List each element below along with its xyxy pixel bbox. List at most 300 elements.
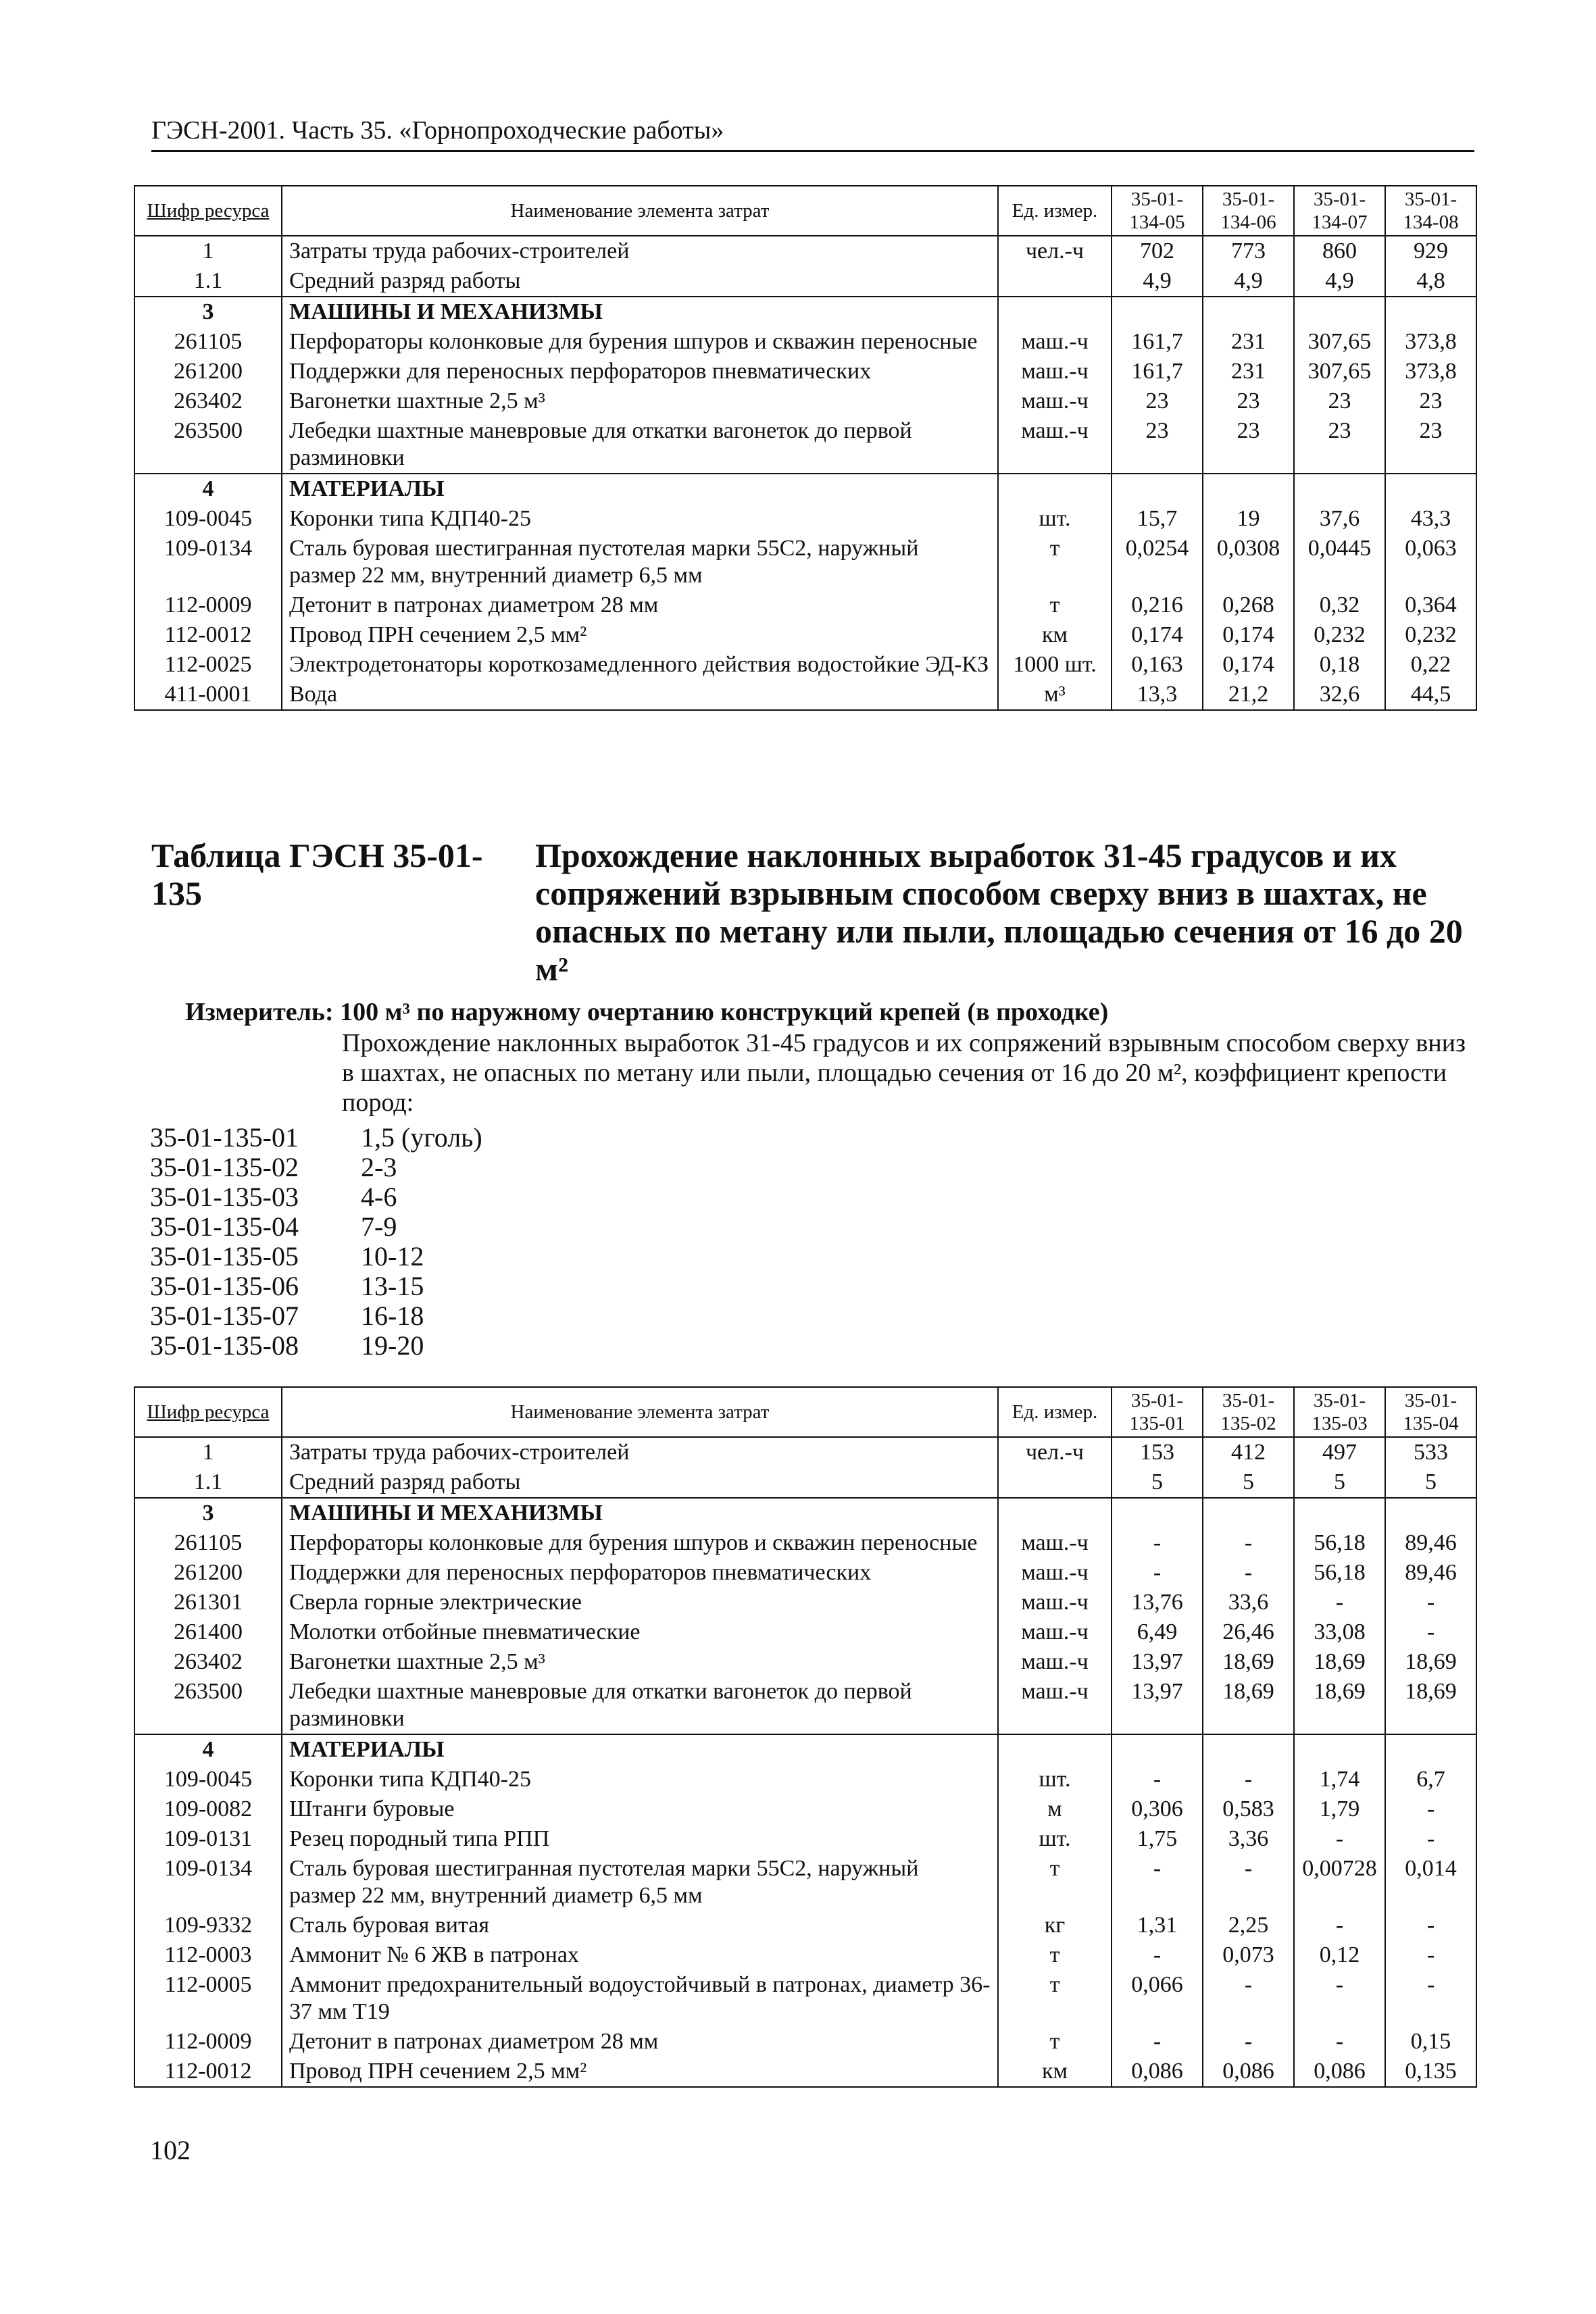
cell-norm-value: 5	[1385, 1467, 1476, 1498]
cell-unit: т	[998, 2027, 1112, 2057]
cell-norm-value: 89,46	[1385, 1558, 1476, 1588]
table-row	[134, 416, 1476, 474]
table-header-row	[134, 1387, 1476, 1437]
cell-unit: м³	[998, 680, 1112, 710]
table-row	[134, 1437, 1476, 1467]
cell-norm-value: 37,6	[1294, 504, 1385, 534]
cell-norm-value: 0,15	[1385, 2027, 1476, 2057]
cell-norm-value: 161,7	[1112, 357, 1203, 386]
cell-norm-value: 0,268	[1203, 590, 1294, 620]
column-header-code: Шифр ресурса	[134, 1387, 282, 1437]
cell-unit: шт.	[998, 1824, 1112, 1854]
cell-norm-value: 497	[1294, 1437, 1385, 1467]
cell-norm-value: 5	[1203, 1467, 1294, 1498]
cell-norm-value: -	[1203, 1854, 1294, 1911]
cell-cost-item-name: Сталь буровая шестигранная пустотелая марки 55С2, наружный размер 22 мм, внутренний диаметр 6,5 мм	[282, 534, 998, 590]
cell-norm-value: 13,97	[1112, 1677, 1203, 1734]
cell-cost-item-name: Вагонетки шахтные 2,5 м³	[282, 1647, 998, 1677]
cell-unit: т	[998, 1940, 1112, 1970]
cell-norm-value: -	[1294, 1824, 1385, 1854]
table-row	[134, 1467, 1476, 1498]
table-row	[134, 297, 1476, 327]
cell-norm-value: 1,75	[1112, 1824, 1203, 1854]
cell-norm-value: 1,74	[1294, 1765, 1385, 1794]
rock-hardness-value: 10-12	[361, 1241, 424, 1272]
cell-norm-value: 15,7	[1112, 504, 1203, 534]
table-row	[134, 534, 1476, 590]
cell-norm-value: -	[1112, 1854, 1203, 1911]
cell-resource-code: 112-0012	[134, 620, 282, 650]
cell-unit: маш.-ч	[998, 1588, 1112, 1617]
cell-cost-item-name: Затраты труда рабочих-строителей	[282, 1437, 998, 1467]
table-row	[134, 1824, 1476, 1854]
norm-code: 35-01-135-03	[150, 1182, 299, 1212]
cell-norm-value: 89,46	[1385, 1528, 1476, 1558]
cell-norm-value: 307,65	[1294, 327, 1385, 357]
cell-norm-value: 533	[1385, 1437, 1476, 1467]
cell-unit: 1000 шт.	[998, 650, 1112, 680]
cell-resource-code: 263402	[134, 1647, 282, 1677]
cell-resource-code: 1.1	[134, 266, 282, 297]
cell-norm-value	[1112, 1498, 1203, 1528]
cell-unit: т	[998, 534, 1112, 590]
cell-resource-code: 112-0005	[134, 1970, 282, 2027]
list-item	[150, 1212, 482, 1242]
cell-resource-code: 109-0082	[134, 1794, 282, 1824]
cell-unit: чел.-ч	[998, 1437, 1112, 1467]
cell-norm-value: 4,9	[1294, 266, 1385, 297]
cell-cost-item-name: Аммонит предохранительный водоустойчивый в патронах, диаметр 36-37 мм Т19	[282, 1970, 998, 2027]
rock-hardness-value: 13-15	[361, 1271, 424, 1301]
cell-norm-value: -	[1203, 1765, 1294, 1794]
table-row	[134, 1677, 1476, 1734]
cell-norm-value: -	[1294, 1970, 1385, 2027]
cell-resource-code: 263402	[134, 386, 282, 416]
cell-norm-value: 1,79	[1294, 1794, 1385, 1824]
cell-norm-value: 702	[1112, 236, 1203, 266]
cell-unit: т	[998, 1970, 1112, 2027]
cell-cost-item-name: Коронки типа КДП40-25	[282, 1765, 998, 1794]
cell-norm-value: 0,066	[1112, 1970, 1203, 2027]
cell-norm-value: 19	[1203, 504, 1294, 534]
rock-hardness-value: 7-9	[361, 1211, 397, 1242]
cell-norm-value: 0,174	[1203, 620, 1294, 650]
cell-norm-value: 0,0445	[1294, 534, 1385, 590]
cell-unit: шт.	[998, 1765, 1112, 1794]
cell-cost-item-name: Средний разряд работы	[282, 1467, 998, 1498]
cell-norm-value: 13,3	[1112, 680, 1203, 710]
cell-cost-item-name: Затраты труда рабочих-строителей	[282, 236, 998, 266]
cell-unit: т	[998, 1854, 1112, 1911]
cell-unit: маш.-ч	[998, 327, 1112, 357]
cell-norm-value: 0,12	[1294, 1940, 1385, 1970]
cell-norm-value: 23	[1112, 386, 1203, 416]
cell-resource-code: 4	[134, 474, 282, 504]
cell-cost-item-name: Сверла горные электрические	[282, 1588, 998, 1617]
list-item	[150, 1301, 482, 1331]
table-title-text: Прохождение наклонных выработок 31-45 градусов и их сопряжений взрывным способом сверху вниз в шахтах, не опасных по метану или пыли, площадью сечения от 16 до 20 м²	[535, 836, 1463, 988]
cell-norm-value: 5	[1294, 1467, 1385, 1498]
cell-cost-item-name: Вагонетки шахтные 2,5 м³	[282, 386, 998, 416]
column-header-unit: Ед. измер.	[998, 1387, 1112, 1437]
cell-norm-value: 18,69	[1385, 1677, 1476, 1734]
cell-norm-value: 0,32	[1294, 590, 1385, 620]
cell-norm-value: -	[1112, 1765, 1203, 1794]
cell-norm-value: 0,174	[1112, 620, 1203, 650]
cell-norm-value: 773	[1203, 236, 1294, 266]
cell-norm-value: -	[1385, 1940, 1476, 1970]
cell-resource-code: 109-9332	[134, 1911, 282, 1940]
cell-norm-value	[1112, 474, 1203, 504]
cell-unit	[998, 266, 1112, 297]
cell-norm-value: -	[1385, 1911, 1476, 1940]
cell-norm-value: 0,086	[1203, 2057, 1294, 2087]
cell-resource-code: 261400	[134, 1617, 282, 1647]
list-item	[150, 1242, 482, 1272]
cell-norm-value: 23	[1385, 416, 1476, 474]
cell-unit	[998, 474, 1112, 504]
cell-norm-value: 4,8	[1385, 266, 1476, 297]
cell-norm-value: 33,08	[1294, 1617, 1385, 1647]
cell-norm-value: -	[1112, 1558, 1203, 1588]
cell-norm-value: 18,69	[1385, 1647, 1476, 1677]
table-row	[134, 650, 1476, 680]
cell-cost-item-name: Молотки отбойные пневматические	[282, 1617, 998, 1647]
table-row	[134, 474, 1476, 504]
cell-unit: маш.-ч	[998, 1677, 1112, 1734]
cell-norm-value: 0,0254	[1112, 534, 1203, 590]
column-header-code: Шифр ресурса	[134, 186, 282, 236]
cell-resource-code: 1	[134, 1437, 282, 1467]
cell-norm-value: 0,086	[1294, 2057, 1385, 2087]
page-number: 102	[150, 2135, 191, 2165]
cell-norm-value: 26,46	[1203, 1617, 1294, 1647]
cell-norm-value: -	[1203, 2027, 1294, 2057]
cell-cost-item-name: Перфораторы колонковые для бурения шпуров и скважин переносные	[282, 1528, 998, 1558]
cell-norm-value: 0,583	[1203, 1794, 1294, 1824]
cell-resource-code: 263500	[134, 1677, 282, 1734]
cell-norm-value	[1203, 1734, 1294, 1765]
cell-norm-value: -	[1203, 1528, 1294, 1558]
cell-norm-value	[1203, 474, 1294, 504]
table-row	[134, 1558, 1476, 1588]
cell-resource-code: 112-0012	[134, 2057, 282, 2087]
table-row	[134, 1854, 1476, 1911]
cell-norm-value: -	[1112, 2027, 1203, 2057]
cell-resource-code: 109-0045	[134, 504, 282, 534]
cell-norm-value: -	[1385, 1794, 1476, 1824]
cell-norm-value	[1294, 1498, 1385, 1528]
norm-code: 35-01-135-05	[150, 1241, 299, 1272]
norm-code: 35-01-135-02	[150, 1152, 299, 1182]
cell-resource-code: 109-0131	[134, 1824, 282, 1854]
table-row	[134, 236, 1476, 266]
cell-cost-item-name: МАШИНЫ И МЕХАНИЗМЫ	[282, 1498, 998, 1528]
cell-norm-value: 23	[1203, 386, 1294, 416]
cell-resource-code: 112-0009	[134, 590, 282, 620]
cell-norm-value	[1385, 1498, 1476, 1528]
cell-norm-value: 161,7	[1112, 327, 1203, 357]
cell-norm-value: 0,216	[1112, 590, 1203, 620]
cell-norm-value: 231	[1203, 357, 1294, 386]
cell-norm-value: 0,306	[1112, 1794, 1203, 1824]
cell-unit: км	[998, 620, 1112, 650]
cell-resource-code: 109-0045	[134, 1765, 282, 1794]
table-row	[134, 357, 1476, 386]
cell-norm-value	[1294, 1734, 1385, 1765]
cell-norm-value: 373,8	[1385, 357, 1476, 386]
column-header-norm: 35-01-134-05	[1112, 186, 1203, 236]
cell-cost-item-name: Перфораторы колонковые для бурения шпуров и скважин переносные	[282, 327, 998, 357]
cell-cost-item-name: Резец породный типа РПП	[282, 1824, 998, 1854]
cell-cost-item-name: МАТЕРИАЛЫ	[282, 1734, 998, 1765]
cell-resource-code: 109-0134	[134, 1854, 282, 1911]
cell-unit	[998, 1498, 1112, 1528]
table-row	[134, 2057, 1476, 2087]
column-header-unit: Ед. измер.	[998, 186, 1112, 236]
cell-resource-code: 1	[134, 236, 282, 266]
cell-norm-value: 0,232	[1294, 620, 1385, 650]
cell-unit: маш.-ч	[998, 416, 1112, 474]
norm-code: 35-01-135-08	[150, 1330, 299, 1361]
running-header: ГЭСН-2001. Часть 35. «Горнопроходческие работы»	[151, 114, 1474, 152]
cell-norm-value: 0,063	[1385, 534, 1476, 590]
cell-norm-value: 4,9	[1112, 266, 1203, 297]
cell-norm-value	[1112, 1734, 1203, 1765]
cell-resource-code: 109-0134	[134, 534, 282, 590]
table-row	[134, 1647, 1476, 1677]
cell-norm-value: 44,5	[1385, 680, 1476, 710]
table-row	[134, 327, 1476, 357]
table-row	[134, 1794, 1476, 1824]
cell-resource-code: 112-0003	[134, 1940, 282, 1970]
table-row	[134, 680, 1476, 710]
table-header-row	[134, 186, 1476, 236]
cell-norm-value: 32,6	[1294, 680, 1385, 710]
cell-unit: маш.-ч	[998, 1558, 1112, 1588]
cell-norm-value: 0,22	[1385, 650, 1476, 680]
cell-norm-value: 231	[1203, 327, 1294, 357]
cell-resource-code: 411-0001	[134, 680, 282, 710]
cell-norm-value: 0,086	[1112, 2057, 1203, 2087]
measurement-unit: Измеритель: 100 м³ по наружному очертанию конструкций крепей (в проходке)	[185, 998, 1109, 1026]
cell-norm-value: 5	[1112, 1467, 1203, 1498]
cell-norm-value: 43,3	[1385, 504, 1476, 534]
cell-unit: т	[998, 590, 1112, 620]
cell-resource-code: 261301	[134, 1588, 282, 1617]
table-row	[134, 1498, 1476, 1528]
norm-code-list	[150, 1123, 482, 1361]
cell-norm-value: 13,76	[1112, 1588, 1203, 1617]
table-row	[134, 1734, 1476, 1765]
cell-unit: шт.	[998, 504, 1112, 534]
cell-unit	[998, 1734, 1112, 1765]
norm-code: 35-01-135-04	[150, 1211, 299, 1242]
cell-norm-value: -	[1385, 1824, 1476, 1854]
cell-cost-item-name: Коронки типа КДП40-25	[282, 504, 998, 534]
cell-norm-value: 0,174	[1203, 650, 1294, 680]
cell-unit: кг	[998, 1911, 1112, 1940]
cell-norm-value: -	[1385, 1970, 1476, 2027]
column-header-norm: 35-01-135-01	[1112, 1387, 1203, 1437]
table-row	[134, 1765, 1476, 1794]
cell-norm-value: 307,65	[1294, 357, 1385, 386]
cell-norm-value: 1,31	[1112, 1911, 1203, 1940]
cell-norm-value: 412	[1203, 1437, 1294, 1467]
norm-code: 35-01-135-06	[150, 1271, 299, 1301]
cell-norm-value: 23	[1112, 416, 1203, 474]
cell-norm-value: 56,18	[1294, 1528, 1385, 1558]
cell-cost-item-name: Провод ПРН сечением 2,5 мм²	[282, 2057, 998, 2087]
cell-cost-item-name: Вода	[282, 680, 998, 710]
cell-norm-value: -	[1203, 1558, 1294, 1588]
cell-norm-value: 860	[1294, 236, 1385, 266]
cell-resource-code: 3	[134, 297, 282, 327]
cell-resource-code: 261200	[134, 357, 282, 386]
cell-norm-value: 3,36	[1203, 1824, 1294, 1854]
cell-norm-value: 6,49	[1112, 1617, 1203, 1647]
cell-resource-code: 1.1	[134, 1467, 282, 1498]
norm-code: 35-01-135-07	[150, 1301, 299, 1331]
cell-unit	[998, 297, 1112, 327]
cell-cost-item-name: Лебедки шахтные маневровые для откатки вагонеток до первой разминовки	[282, 416, 998, 474]
cell-cost-item-name: Поддержки для переносных перфораторов пневматических	[282, 357, 998, 386]
cell-resource-code: 112-0009	[134, 2027, 282, 2057]
norm-table-135	[134, 1386, 1477, 2088]
table-row	[134, 1970, 1476, 2027]
table-row	[134, 620, 1476, 650]
cell-norm-value: -	[1203, 1970, 1294, 2027]
table-row	[134, 266, 1476, 297]
list-item	[150, 1182, 482, 1212]
cell-norm-value: 0,014	[1385, 1854, 1476, 1911]
column-header-name: Наименование элемента затрат	[282, 1387, 998, 1437]
list-item	[150, 1123, 482, 1153]
cell-norm-value: 0,163	[1112, 650, 1203, 680]
column-header-norm: 35-01-134-08	[1385, 186, 1476, 236]
table-row	[134, 2027, 1476, 2057]
list-item	[150, 1153, 482, 1182]
cell-unit: маш.-ч	[998, 1528, 1112, 1558]
column-header-norm: 35-01-135-03	[1294, 1387, 1385, 1437]
table-title-code: Таблица ГЭСН 35-01-135	[151, 836, 483, 912]
cell-norm-value: 56,18	[1294, 1558, 1385, 1588]
cell-norm-value: -	[1294, 1911, 1385, 1940]
cell-norm-value: 13,97	[1112, 1647, 1203, 1677]
table-row	[134, 1588, 1476, 1617]
cell-unit: маш.-ч	[998, 357, 1112, 386]
list-item	[150, 1331, 482, 1361]
cell-cost-item-name: МАШИНЫ И МЕХАНИЗМЫ	[282, 297, 998, 327]
cell-cost-item-name: Детонит в патронах диаметром 28 мм	[282, 2027, 998, 2057]
cell-norm-value: -	[1385, 1588, 1476, 1617]
rock-hardness-value: 2-3	[361, 1152, 397, 1182]
cell-norm-value: 0,0308	[1203, 534, 1294, 590]
table-row	[134, 590, 1476, 620]
rock-hardness-value: 16-18	[361, 1301, 424, 1331]
norm-code: 35-01-135-01	[150, 1122, 299, 1153]
cell-cost-item-name: Сталь буровая витая	[282, 1911, 998, 1940]
cell-norm-value: -	[1112, 1940, 1203, 1970]
cell-unit: км	[998, 2057, 1112, 2087]
cell-norm-value: -	[1112, 1528, 1203, 1558]
table-row	[134, 1911, 1476, 1940]
list-item	[150, 1272, 482, 1301]
cell-cost-item-name: Штанги буровые	[282, 1794, 998, 1824]
cell-norm-value	[1294, 297, 1385, 327]
cell-unit: м	[998, 1794, 1112, 1824]
cell-norm-value: 153	[1112, 1437, 1203, 1467]
cell-cost-item-name: МАТЕРИАЛЫ	[282, 474, 998, 504]
cell-resource-code: 112-0025	[134, 650, 282, 680]
cell-norm-value: 23	[1294, 416, 1385, 474]
cell-norm-value: 0,18	[1294, 650, 1385, 680]
cell-norm-value: 0,135	[1385, 2057, 1476, 2087]
cell-cost-item-name: Электродетонаторы короткозамедленного действия водостойкие ЭД-КЗ	[282, 650, 998, 680]
cell-norm-value: 0,232	[1385, 620, 1476, 650]
cell-cost-item-name: Средний разряд работы	[282, 266, 998, 297]
cell-norm-value: 21,2	[1203, 680, 1294, 710]
cell-resource-code: 4	[134, 1734, 282, 1765]
table-row	[134, 504, 1476, 534]
column-header-norm: 35-01-135-04	[1385, 1387, 1476, 1437]
cell-norm-value: 929	[1385, 236, 1476, 266]
cell-norm-value: 33,6	[1203, 1588, 1294, 1617]
cell-norm-value: -	[1385, 1617, 1476, 1647]
rock-hardness-value: 19-20	[361, 1330, 424, 1361]
column-header-norm: 35-01-135-02	[1203, 1387, 1294, 1437]
cell-norm-value	[1203, 1498, 1294, 1528]
cell-norm-value: 2,25	[1203, 1911, 1294, 1940]
table-row	[134, 1617, 1476, 1647]
cell-resource-code: 261105	[134, 327, 282, 357]
cell-cost-item-name: Сталь буровая шестигранная пустотелая марки 55С2, наружный размер 22 мм, внутренний диаметр 6,5 мм	[282, 1854, 998, 1911]
cell-norm-value: 6,7	[1385, 1765, 1476, 1794]
cell-norm-value	[1203, 297, 1294, 327]
cell-resource-code: 261105	[134, 1528, 282, 1558]
rock-hardness-value: 4-6	[361, 1182, 397, 1212]
cell-unit	[998, 1467, 1112, 1498]
cell-resource-code: 3	[134, 1498, 282, 1528]
cell-unit: чел.-ч	[998, 236, 1112, 266]
cell-norm-value: 373,8	[1385, 327, 1476, 357]
cell-cost-item-name: Поддержки для переносных перфораторов пневматических	[282, 1558, 998, 1588]
cell-norm-value	[1112, 297, 1203, 327]
table-title	[151, 836, 1476, 988]
cell-norm-value: 18,69	[1203, 1677, 1294, 1734]
column-header-norm: 35-01-134-07	[1294, 186, 1385, 236]
cell-norm-value: 0,00728	[1294, 1854, 1385, 1911]
cell-norm-value: 18,69	[1294, 1677, 1385, 1734]
cell-unit: маш.-ч	[998, 1647, 1112, 1677]
cell-cost-item-name: Аммонит № 6 ЖВ в патронах	[282, 1940, 998, 1970]
norm-table-134	[134, 185, 1477, 711]
cell-norm-value: 0,364	[1385, 590, 1476, 620]
table-row	[134, 386, 1476, 416]
cell-norm-value	[1294, 474, 1385, 504]
cell-norm-value: -	[1294, 1588, 1385, 1617]
column-header-norm: 35-01-134-06	[1203, 186, 1294, 236]
cell-norm-value: 23	[1203, 416, 1294, 474]
rock-hardness-value: 1,5 (уголь)	[361, 1122, 482, 1153]
cell-norm-value: 0,073	[1203, 1940, 1294, 1970]
cell-resource-code: 261200	[134, 1558, 282, 1588]
cell-unit: маш.-ч	[998, 386, 1112, 416]
cell-cost-item-name: Детонит в патронах диаметром 28 мм	[282, 590, 998, 620]
table-row	[134, 1940, 1476, 1970]
cell-norm-value: -	[1294, 2027, 1385, 2057]
cell-resource-code: 263500	[134, 416, 282, 474]
